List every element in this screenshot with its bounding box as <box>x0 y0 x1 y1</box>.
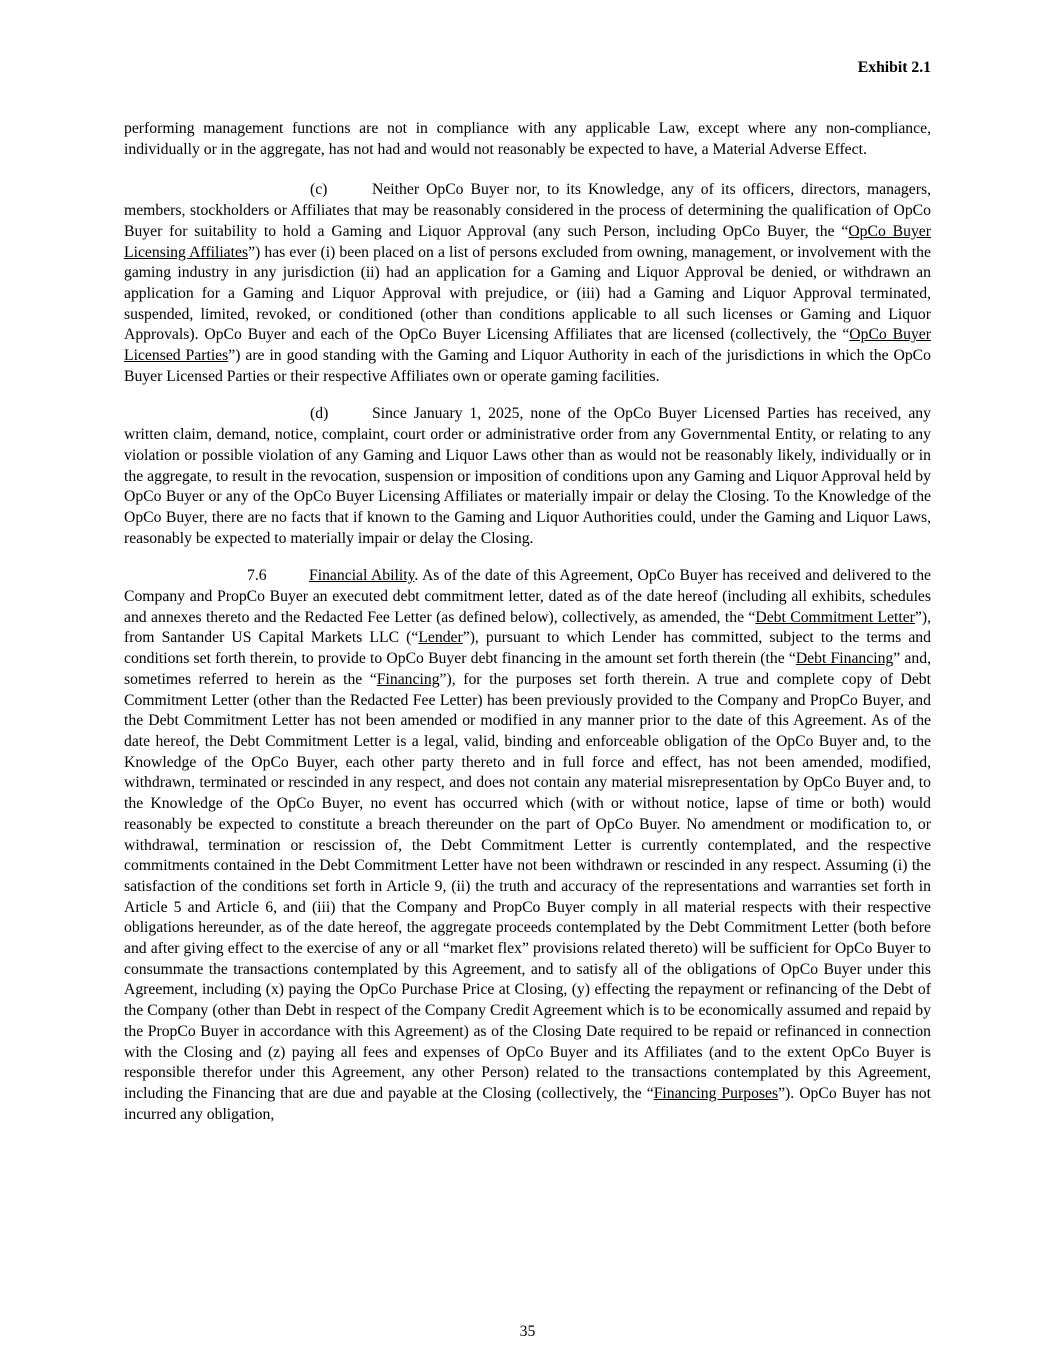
paragraph-c-text-2: ”) has ever (i) been placed on a list of persons excluded from owning, management, or involvement with the gaming industry in any jurisdiction (ii) had an application for a Gaming and Liquor Approval be denied, or withdrawn an application for a Gaming and Liquor Approval with prejudice, or (iii) had a Gaming and Liquor Approval terminated, suspended, limited, revoked, or conditioned (other than conditions applicable to all such licenses or Gaming and Liquor Approvals). OpCo Buyer and each of the OpCo Buyer Licensing Affiliates that are licensed (collectively, the “ <box>124 243 931 344</box>
defined-term-opco-buyer-licensed-parties: OpCo Buyer Licensed Parties <box>124 326 931 365</box>
paragraph-c-label: (c) <box>310 181 328 199</box>
defined-term-lender: Lender <box>418 629 463 647</box>
paragraph-continuation: performing management functions are not in compliance with any applicable Law, except where any non-compliance, individually or in the aggregate, has not had and would not reasonably be expected to have, a Material Adverse Effect. <box>124 120 931 158</box>
section-text-3: ”), pursuant to which Lender has committed, subject to the terms and conditions set forth therein, to provide to OpCo Buyer debt financing in the amount set forth therein (the “ <box>124 629 931 668</box>
document-body <box>124 119 931 1142</box>
paragraph-d-text: Since January 1, 2025, none of the OpCo Buyer Licensed Parties has received, any written claim, demand, notice, complaint, court order or administrative order from any Governmental Entity, or relating to any violation or possible violation of any Gaming and Liquor Laws other than as would not be reasonably likely, individually or in the aggregate, to result in the revocation, suspension or imposition of conditions upon any Gaming and Liquor Approval held by OpCo Buyer or any of the OpCo Buyer Licensing Affiliates or materially impair or delay the Closing. To the Knowledge of the OpCo Buyer, there are no facts that if known to the Gaming and Liquor Authorities could, under the Gaming and Liquor Laws, reasonably be expected to materially impair or delay the Closing. <box>124 405 931 547</box>
section-7-6 <box>124 566 931 1125</box>
defined-term-opco-buyer-licensing-affiliates: OpCo Buyer Licensing Affiliates <box>124 222 931 261</box>
section-text-4: ” and, sometimes referred to herein as the “ <box>124 650 931 688</box>
defined-term-debt-financing: Debt Financing <box>795 650 894 668</box>
paragraph-c-text-1: Neither OpCo Buyer nor, to its Knowledge, any of its officers, directors, managers, members, stockholders or Affiliates that may be reasonably considered in the process of determining the qualification of OpCo Buyer for suitability to hold a Gaming and Liquor Approval (any such Person, including OpCo Buyer, the “ <box>124 181 931 240</box>
defined-term-financing: Financing <box>376 670 440 688</box>
paragraph-c <box>124 180 931 387</box>
section-text-2: ”), from Santander US Capital Markets LLC (“ <box>124 608 931 647</box>
section-text-1: . As of the date of this Agreement, OpCo Buyer has received and delivered to the Company and PropCo Buyer an executed debt commitment letter, dated as of the date hereof (including all exhibits, schedules and annexes thereto and the Redacted Fee Letter (as defined below), collectively, as amended, the “ <box>124 567 931 626</box>
section-text-5: ”), for the purposes set forth therein. A true and complete copy of Debt Commitment Letter (other than the Redacted Fee Letter) has been previously provided to the Company and PropCo Buyer, and the Debt Commitment Letter has not been amended or modified in any manner prior to the date of this Agreement. As of the date hereof, the Debt Commitment Letter is a legal, valid, binding and enforceable obligation of the OpCo Buyer and, to the Knowledge of the OpCo Buyer, each other party thereto and in full force and effect, has not been amended, modified, withdrawn, terminated or rescinded in any respect, and does not contain any material misrepresentation by OpCo Buyer and, to the Knowledge of the OpCo Buyer, no event has occurred which (with or without notice, lapse of time or both) would reasonably be expected to constitute a breach thereunder on the part of OpCo Buyer. No amendment or modification to, or withdrawal, termination or rescission of, the Debt Commitment Letter is currently contemplated, and the respective commitments contained in the Debt Commitment Letter have not been withdrawn or rescinded in any respect. Assuming (i) the satisfaction of the conditions set forth in Article 9, (ii) the truth and accuracy of the representations and warranties set forth in Article 5 and Article 6, and (iii) that the Company and PropCo Buyer comply in all material respects with their respective obligations hereunder, as of the date hereof, the aggregate proceeds contemplated by the Debt Commitment Letter (both before and after giving effect to the exercise of any or all “market flex” provisions related thereto) will be sufficient for OpCo Buyer to consummate the transactions contemplated by this Agreement, and to satisfy all of the obligations of OpCo Buyer under this Agreement, including (x) paying the OpCo Purchase Price at Closing, (y) effecting the repayment or refinancing of the Debt of the Company (other than Debt in respect of the Company Credit Agreement which is to be economically assumed and repaid by the PropCo Buyer in accordance with this Agreement) as of the Closing Date required to be repaid or refinanced in connection with the Closing and (z) paying all fees and expenses of OpCo Buyer and its Affiliates (and to the extent OpCo Buyer is responsible therefor under this Agreement, any other Person) related to the transactions contemplated by this Agreement, including the Financing that are due and payable at the Closing (collectively, the “ <box>124 670 931 1102</box>
paragraph-d-label: (d) <box>310 405 329 423</box>
section-text-6: ”). OpCo Buyer has not incurred any obligation, <box>124 1084 931 1123</box>
exhibit-label: Exhibit 2.1 <box>857 59 931 76</box>
defined-term-debt-commitment-letter: Debt Commitment Letter <box>755 608 915 626</box>
paragraph-d <box>124 404 931 549</box>
page-number: 35 <box>519 1323 536 1340</box>
paragraph-c-text-3: ”) are in good standing with the Gaming and Liquor Authority in each of the jurisdictions in which the OpCo Buyer Licensed Parties or their respective Affiliates own or operate gaming facilities. <box>124 347 931 385</box>
section-heading: Financial Ability <box>309 567 415 585</box>
defined-term-financing-purposes: Financing Purposes <box>653 1084 779 1102</box>
section-number: 7.6 <box>247 567 267 585</box>
